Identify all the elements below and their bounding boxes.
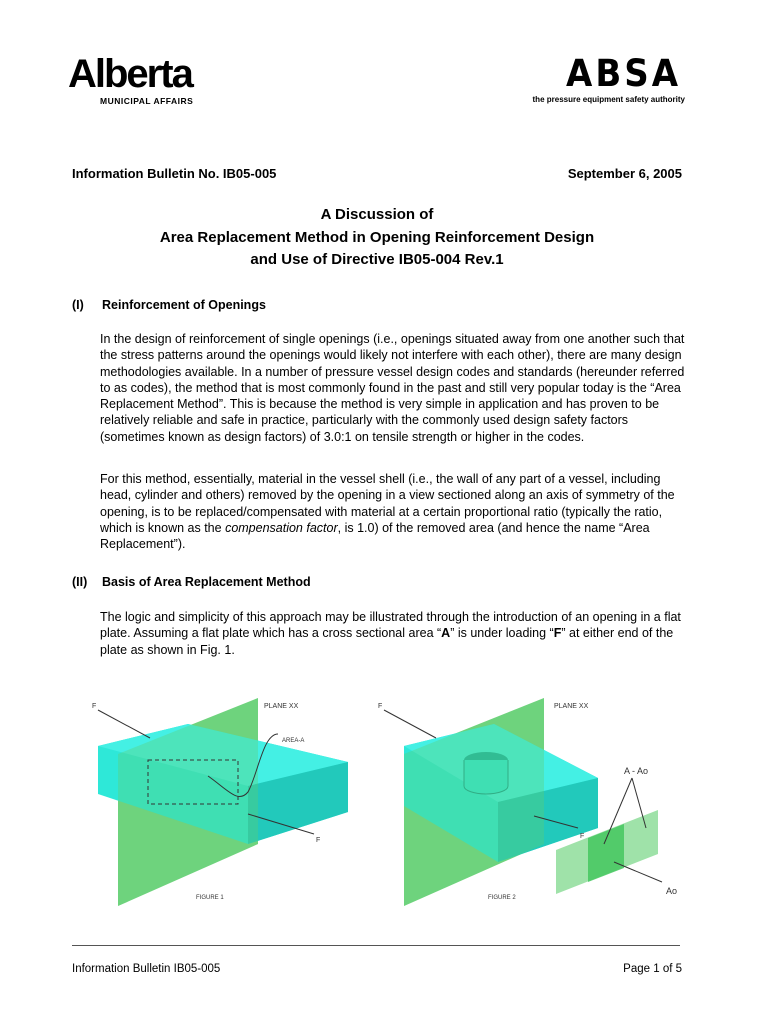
section-2-heading (72, 575, 311, 589)
figure-2 (378, 698, 677, 906)
fig2-caption: FIGURE 2 (488, 895, 516, 901)
footer-divider (72, 945, 680, 946)
footer-page-number: Page 1 of 5 (623, 963, 682, 975)
fig1-force-top-label: F (92, 703, 97, 710)
force-symbol: F (553, 626, 562, 641)
compensation-factor-term: compensation factor (225, 520, 338, 535)
title-line-2: Area Replacement Method in Opening Reinforcement Design (159, 228, 595, 246)
fig1-area-label: AREA-A (282, 738, 305, 744)
title-line-1: A Discussion of (320, 206, 434, 223)
para3-text-b: ” is under loading “ (450, 626, 554, 641)
fig1-plane-label: PLANE XX (264, 703, 299, 710)
para2-text-a: For this method, essentially, material in the vessel shell (i.e., the wall of any part of a vessel, including head, cylinder and others) removed by the opening in a view sectioned along an axis of symmetry of the opening, is to be replaced/compensated with material at a certain proportional ratio (typically the ratio, which is known as the (100, 472, 675, 535)
figure-1 (92, 698, 348, 906)
bulletin-date: September 6, 2005 (567, 166, 682, 181)
section-2-paragraph (100, 609, 690, 658)
figures-illustration (78, 694, 688, 906)
fig2-force-arrow-top (384, 710, 436, 738)
fig1-caption: FIGURE 1 (196, 895, 224, 901)
fig2-force-bottom-label: F (580, 833, 585, 840)
section-2-number: (II) (72, 575, 88, 589)
absa-logo (532, 52, 685, 104)
fig2-section-core (588, 824, 624, 882)
section-1-paragraph-2 (100, 471, 690, 552)
absa-logo-text: ABSA (566, 52, 682, 96)
alberta-logo-text: Alberta (68, 52, 192, 96)
section-1-heading (72, 298, 266, 312)
section-1-number: (I) (72, 298, 84, 312)
fig2-plane-overlay (404, 698, 544, 906)
document-title (72, 204, 682, 272)
title-line-3: and Use of Directive IB05-004 Rev.1 (250, 251, 504, 268)
fig1-force-arrow-top (98, 710, 150, 738)
fig1-plane-overlay (118, 698, 258, 906)
footer-document-id: Information Bulletin IB05-005 (72, 963, 221, 975)
fig2-plane-label: PLANE XX (554, 703, 589, 710)
section-2-title: Basis of Area Replacement Method (102, 575, 311, 589)
area-symbol: A (441, 626, 451, 641)
bulletin-number: Information Bulletin No. IB05-005 (72, 166, 277, 181)
para3-text-c: ” at either end of the plate as shown in Fig. 1. (100, 626, 674, 657)
alberta-logo (68, 52, 203, 108)
fig2-a-ao-label: A - Ao (624, 766, 649, 776)
fig1-force-bottom-label: F (316, 837, 321, 844)
absa-tagline: the pressure equipment safety authority (532, 95, 685, 104)
fig2-ao-leader (614, 862, 662, 882)
section-1-paragraph-1: In the design of reinforcement of single openings (i.e., openings situated away from one another such that the stress patterns around the openings would likely not interfere with each other), there are many design methodologies available. In a number of pressure vessel design codes and standards (hereunder referred to as codes), the method that is most commonly found in the past and still very popular today is the “Area Replacement Method”. This is because the method is very simple in application and has proven to be relatively reliable and safe in practice, particularly with the commonly used design safety factors (sometimes known as design factors) of 3.0:1 on tensile strength or higher in the codes. (100, 332, 685, 444)
para2-text-b: , is 1.0) of the removed area (and hence the name “Area Replacement”). (100, 520, 650, 552)
fig2-force-top-label: F (378, 703, 383, 710)
alberta-subtitle: MUNICIPAL AFFAIRS (100, 96, 194, 106)
para3-text-a: The logic and simplicity of this approach may be illustrated through the introduction of an opening in a flat plate. Assuming a flat plate which has a cross sectional area “ (100, 610, 681, 641)
section-1-title: Reinforcement of Openings (102, 298, 266, 312)
fig2-ao-label: Ao (666, 886, 678, 896)
